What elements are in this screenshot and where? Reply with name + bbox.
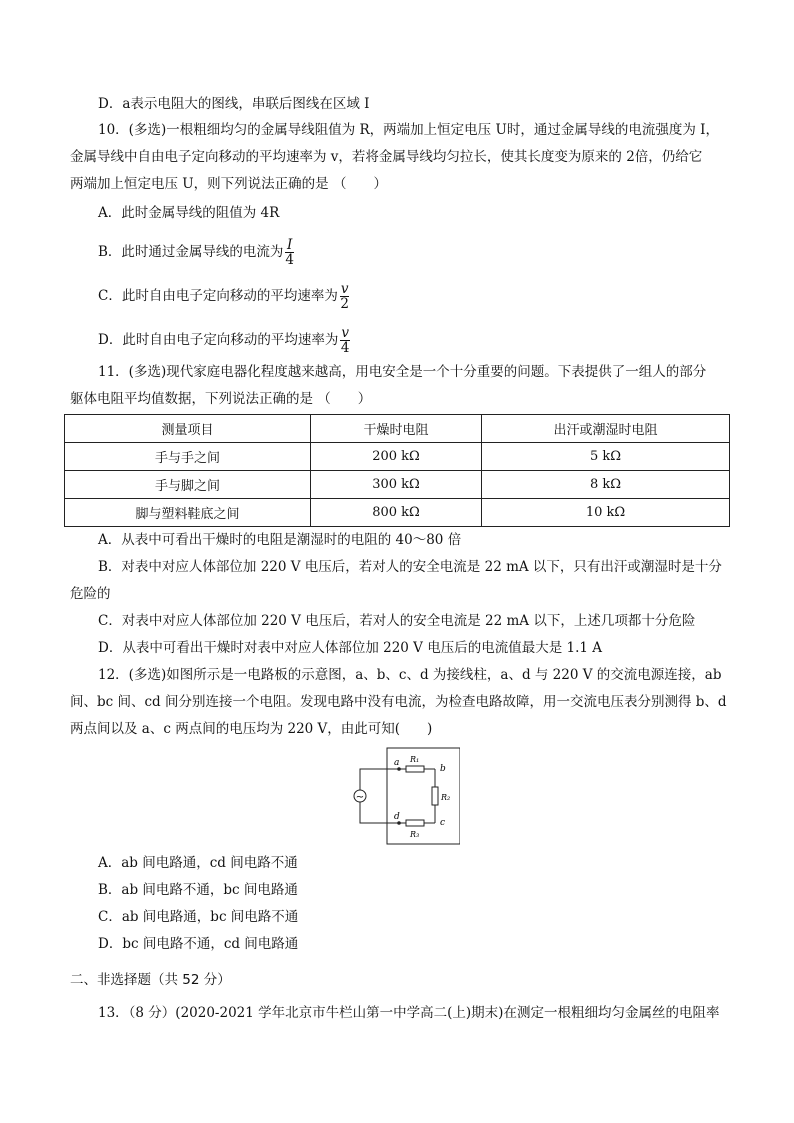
section-title-non-choice: 二、非选择题（共 52 分） [70,972,231,988]
table-row [65,471,730,499]
q10-option-b-fraction [285,238,294,267]
fraction-denominator: 4 [340,340,350,356]
table-cell: 300 kΩ [311,471,482,499]
table-cell: 5 kΩ [482,443,730,471]
resistor-r2 [432,787,438,805]
table-cell: 手与手之间 [65,443,311,471]
q10-option-b [98,238,294,267]
q11-option-c: C．对表中对应人体部位加 220 V 电压后，若对人的安全电流是 22 mA 以下，上述几项都十分危险 [98,613,696,629]
q10-option-a: A．此时金属导线的阻值为 4R [98,205,280,221]
table-header-row [65,415,730,443]
q10-option-c [98,282,349,311]
q10-stem-line2: 金属导线中自由电子定向移动的平均速率为 v，若将金属导线均匀拉长，使其长度变为原来的 2倍，仍给它 [70,149,703,165]
q10-option-b-text: B．此时通过金属导线的电流为 [98,244,284,260]
label-b: b [440,764,446,774]
label-r2: R₂ [441,793,451,802]
q9-option-d: D．a表示电阻大的图线，串联后图线在区域 I [98,96,370,112]
label-c: c [440,818,446,828]
label-d: d [394,812,400,822]
q10-option-d-fraction [340,326,350,355]
table-cell: 10 kΩ [482,499,730,527]
body-resistance-table [64,414,730,527]
q11-option-b-line1: B．对表中对应人体部位加 220 V 电压后，若对人的安全电流是 22 mA 以下，只有出汗或潮湿时是十分 [98,559,722,575]
q12-option-b: B．ab 间电路不通，bc 间电路通 [98,882,298,898]
table-row [65,443,730,471]
table-header-cell: 出汗或潮湿时电阻 [482,415,730,443]
q13-stem-line1: 13．（8 分）(2020-2021 学年北京市牛栏山第一中学高二(上)期末)在测定一根粗细均匀金属丝的电阻率 [98,1005,720,1021]
label-r1: R₁ [410,755,420,764]
resistor-r3 [406,820,424,826]
ac-source-symbol: ~ [355,792,365,803]
q12-option-a: A．ab 间电路通，cd 间电路不通 [98,855,298,871]
q10-stem-line3: 两端加上恒定电压 U，则下列说法正确的是 （ ） [70,176,387,192]
fraction-denominator: 4 [285,252,295,268]
q11-option-d: D．从表中可看出干燥时对表中对应人体部位加 220 V 电压后的电流值最大是 1.1 A [98,640,603,656]
table-cell: 800 kΩ [311,499,482,527]
resistor-r1 [406,766,424,772]
q10-option-d-text: D．此时自由电子定向移动的平均速率为 [98,332,339,348]
q11-option-b-line2: 危险的 [70,586,111,602]
fraction-denominator: 2 [340,296,349,312]
table-cell: 200 kΩ [311,443,482,471]
q11-stem-line2: 躯体电阻平均值数据，下列说法正确的是 （ ） [70,391,372,407]
q12-option-d: D．bc 间电路不通，cd 间电路通 [98,936,299,952]
label-a: a [394,758,400,768]
circuit-board-diagram [350,747,460,847]
fraction-numerator: v [341,325,349,341]
q11-option-a: A．从表中可看出干燥时的电阻是潮湿时的电阻的 40～80 倍 [98,532,462,548]
q10-option-c-text: C．此时自由电子定向移动的平均速率为 [98,288,338,304]
table-header-cell: 干燥时电阻 [311,415,482,443]
fraction-numerator: I [287,237,293,253]
table-row [65,499,730,527]
q10-option-c-fraction [340,282,350,311]
q10-stem-line1: 10．(多选)一根粗细均匀的金属导线阻值为 R，两端加上恒定电压 U时，通过金属导线的电流强度为 I， [98,122,719,138]
label-r3: R₃ [410,830,420,839]
table-cell: 手与脚之间 [65,471,311,499]
table-cell: 脚与塑料鞋底之间 [65,499,311,527]
q10-option-d [98,326,350,355]
q12-stem-line2: 间、bc 间、cd 间分别连接一个电阻。发现电路中没有电流，为检查电路故障，用一交流电压表分别测得 b、d [70,694,727,710]
fraction-numerator: v [340,281,349,297]
q12-stem-line3: 两点间以及 a、c 两点间的电压均为 220 V，由此可知( ) [70,721,433,737]
q11-stem-line1: 11．(多选)现代家庭电器化程度越来越高，用电安全是一个十分重要的问题。下表提供了一组人的部分 [98,364,707,380]
table-header-cell: 测量项目 [65,415,311,443]
q12-option-c: C．ab 间电路通，bc 间电路不通 [98,909,299,925]
wire-source-a [360,769,399,790]
q12-stem-line1: 12．(多选)如图所示是一电路板的示意图，a、b、c、d 为接线柱，a、d 与 220 V 的交流电源连接，ab [98,667,722,683]
table-cell: 8 kΩ [482,471,730,499]
